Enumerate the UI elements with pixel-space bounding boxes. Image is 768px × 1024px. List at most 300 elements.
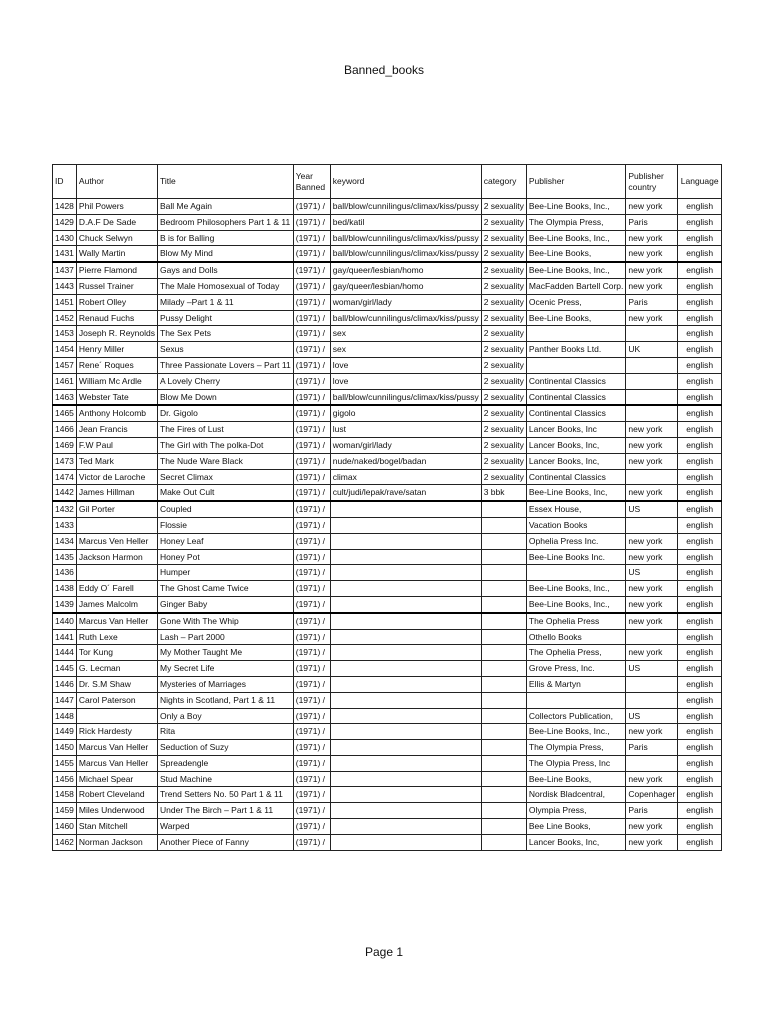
table-row [53,803,722,819]
cell-publisher: Bee-Line Books, Inc., [526,581,626,597]
cell-publisher-country: US [626,565,678,581]
cell-keyword [330,676,481,692]
cell-category [481,581,526,597]
table-row [53,819,722,835]
cell-year-banned: (1971) / [293,755,330,771]
cell-language: english [678,676,722,692]
table-row [53,422,722,438]
cell-title: Spreadengle [158,755,294,771]
table-row [53,437,722,453]
cell-id: 1447 [53,692,77,708]
cell-author: James Malcolm [76,596,157,612]
cell-id: 1458 [53,787,77,803]
cell-id: 1429 [53,214,77,230]
cell-year-banned: (1971) / [293,373,330,389]
cell-year-banned: (1971) / [293,692,330,708]
cell-category: 2 sexuality [481,294,526,310]
cell-year-banned: (1971) / [293,676,330,692]
cell-publisher: Grove Press, Inc. [526,661,626,677]
table-row [53,645,722,661]
table-row [53,453,722,469]
cell-author: Jean Francis [76,422,157,438]
cell-year-banned: (1971) / [293,262,330,278]
cell-year-banned: (1971) / [293,517,330,533]
cell-language: english [678,834,722,850]
cell-id: 1448 [53,708,77,724]
header-publisher: Publisher [526,165,626,199]
cell-publisher-country: new york [626,819,678,835]
cell-keyword: gigolo [330,405,481,421]
cell-publisher: The Ophelia Press, [526,645,626,661]
cell-publisher-country: US [626,661,678,677]
cell-publisher: Bee-Line Books, Inc., [526,596,626,612]
cell-language: english [678,533,722,549]
cell-id: 1457 [53,357,77,373]
cell-year-banned: (1971) / [293,565,330,581]
cell-publisher-country: new york [626,549,678,565]
cell-author: Rick Hardesty [76,724,157,740]
cell-keyword: climax [330,469,481,485]
cell-id: 1441 [53,629,77,645]
cell-id: 1432 [53,501,77,517]
cell-language: english [678,740,722,756]
table-row [53,787,722,803]
cell-category [481,613,526,629]
cell-year-banned: (1971) / [293,405,330,421]
cell-year-banned: (1971) / [293,199,330,215]
cell-category [481,803,526,819]
table-row [53,692,722,708]
cell-publisher: The Olympia Press, [526,214,626,230]
cell-language: english [678,422,722,438]
cell-publisher-country: UK [626,342,678,358]
cell-language: english [678,501,722,517]
table-row [53,405,722,421]
cell-keyword [330,661,481,677]
cell-author: Rene´ Roques [76,357,157,373]
cell-publisher: Bee-Line Books, [526,246,626,262]
cell-id: 1428 [53,199,77,215]
cell-author: Pierre Flamond [76,262,157,278]
cell-id: 1442 [53,485,77,501]
cell-year-banned: (1971) / [293,501,330,517]
cell-author: Ruth Lexe [76,629,157,645]
cell-category [481,501,526,517]
cell-author: Eddy O´ Farell [76,581,157,597]
header-title: Title [158,165,294,199]
cell-title: My Secret Life [158,661,294,677]
cell-title: B is for Balling [158,230,294,246]
cell-keyword: ball/blow/cunnilingus/climax/kiss/pussy [330,199,481,215]
cell-id: 1445 [53,661,77,677]
cell-title: Ginger Baby [158,596,294,612]
cell-author [76,565,157,581]
cell-language: english [678,692,722,708]
cell-title: Trend Setters No. 50 Part 1 & 11 [158,787,294,803]
cell-category: 2 sexuality [481,246,526,262]
cell-title: Make Out Cult [158,485,294,501]
cell-keyword [330,581,481,597]
cell-publisher-country: US [626,501,678,517]
cell-category [481,834,526,850]
cell-id: 1453 [53,326,77,342]
cell-title: The Nude Ware Black [158,453,294,469]
cell-language: english [678,326,722,342]
cell-publisher-country: new york [626,246,678,262]
cell-title: The Ghost Came Twice [158,581,294,597]
cell-publisher: The Ophelia Press [526,613,626,629]
cell-year-banned: (1971) / [293,294,330,310]
cell-publisher: Bee-Line Books, Inc., [526,724,626,740]
cell-publisher: Bee-Line Books, Inc., [526,199,626,215]
cell-year-banned: (1971) / [293,549,330,565]
cell-keyword: sex [330,342,481,358]
cell-publisher-country: new york [626,199,678,215]
cell-id: 1443 [53,278,77,294]
cell-publisher: Olympia Press, [526,803,626,819]
cell-author: Robert Olley [76,294,157,310]
cell-keyword: gay/queer/lesbian/homo [330,278,481,294]
cell-publisher: MacFadden Bartell Corp. [526,278,626,294]
cell-keyword [330,834,481,850]
cell-category [481,692,526,708]
cell-keyword [330,645,481,661]
cell-language: english [678,645,722,661]
cell-category [481,533,526,549]
cell-id: 1438 [53,581,77,597]
table-row [53,661,722,677]
cell-id: 1460 [53,819,77,835]
cell-language: english [678,517,722,533]
cell-year-banned: (1971) / [293,357,330,373]
table-row [53,310,722,326]
cell-publisher-country [626,326,678,342]
cell-keyword: love [330,373,481,389]
cell-language: english [678,661,722,677]
cell-id: 1434 [53,533,77,549]
cell-publisher-country: Copenhager [626,787,678,803]
cell-year-banned: (1971) / [293,342,330,358]
cell-publisher: Lancer Books, Inc, [526,453,626,469]
cell-year-banned: (1971) / [293,437,330,453]
cell-language: english [678,342,722,358]
cell-category [481,676,526,692]
cell-category: 2 sexuality [481,437,526,453]
cell-year-banned: (1971) / [293,310,330,326]
table-row [53,262,722,278]
cell-title: The Male Homosexual of Today [158,278,294,294]
table-row [53,533,722,549]
cell-publisher: Ophelia Press Inc. [526,533,626,549]
cell-language: english [678,437,722,453]
cell-publisher: Nordisk Bladcentral, [526,787,626,803]
cell-publisher-country [626,405,678,421]
cell-publisher-country: new york [626,422,678,438]
cell-author: Joseph R. Reynolds [76,326,157,342]
cell-year-banned: (1971) / [293,581,330,597]
table-row [53,485,722,501]
cell-author: Stan Mitchell [76,819,157,835]
table-row [53,326,722,342]
cell-id: 1446 [53,676,77,692]
cell-publisher-country [626,373,678,389]
cell-publisher-country: new york [626,485,678,501]
cell-category: 2 sexuality [481,326,526,342]
page-number: Page 1 [364,945,404,959]
cell-publisher-country [626,755,678,771]
cell-author: Anthony Holcomb [76,405,157,421]
cell-publisher: The Olypia Press, Inc [526,755,626,771]
cell-publisher: Ellis & Martyn [526,676,626,692]
cell-author: Miles Underwood [76,803,157,819]
cell-year-banned: (1971) / [293,787,330,803]
cell-keyword: bed/katil [330,214,481,230]
cell-language: english [678,246,722,262]
cell-publisher [526,692,626,708]
header-row [53,165,722,199]
cell-title: The Girl with The polka-Dot [158,437,294,453]
table-row [53,676,722,692]
cell-language: english [678,724,722,740]
cell-year-banned: (1971) / [293,533,330,549]
cell-year-banned: (1971) / [293,771,330,787]
cell-author: Carol Paterson [76,692,157,708]
cell-language: english [678,214,722,230]
cell-publisher [526,565,626,581]
cell-category [481,787,526,803]
cell-year-banned: (1971) / [293,724,330,740]
cell-language: english [678,469,722,485]
cell-year-banned: (1971) / [293,740,330,756]
cell-id: 1474 [53,469,77,485]
cell-publisher-country: Paris [626,214,678,230]
cell-keyword [330,803,481,819]
cell-year-banned: (1971) / [293,819,330,835]
cell-category: 2 sexuality [481,199,526,215]
cell-id: 1435 [53,549,77,565]
cell-title: A Lovely Cherry [158,373,294,389]
cell-year-banned: (1971) / [293,326,330,342]
cell-id: 1454 [53,342,77,358]
cell-publisher-country: new york [626,581,678,597]
table-row [53,596,722,612]
cell-id: 1463 [53,389,77,405]
cell-id: 1469 [53,437,77,453]
cell-publisher-country: new york [626,613,678,629]
cell-category [481,740,526,756]
cell-title: Bedroom Philosophers Part 1 & 11 [158,214,294,230]
cell-keyword: sex [330,326,481,342]
cell-author: Renaud Fuchs [76,310,157,326]
cell-title: Honey Leaf [158,533,294,549]
cell-title: Three Passionate Lovers – Part 11 [158,357,294,373]
cell-publisher-country: US [626,708,678,724]
cell-language: english [678,310,722,326]
cell-title: Honey Pot [158,549,294,565]
cell-keyword: ball/blow/cunnilingus/climax/kiss/pussy [330,230,481,246]
cell-id: 1436 [53,565,77,581]
cell-id: 1430 [53,230,77,246]
cell-author: Chuck Selwyn [76,230,157,246]
cell-title: Sexus [158,342,294,358]
cell-category [481,549,526,565]
cell-keyword [330,629,481,645]
cell-author: Tor Kung [76,645,157,661]
cell-keyword [330,708,481,724]
cell-publisher-country: new york [626,310,678,326]
cell-publisher-country: new york [626,724,678,740]
cell-category: 2 sexuality [481,214,526,230]
cell-publisher: Continental Classics [526,405,626,421]
cell-category: 2 sexuality [481,230,526,246]
cell-publisher-country [626,692,678,708]
cell-publisher-country [626,389,678,405]
cell-category [481,565,526,581]
cell-id: 1444 [53,645,77,661]
table-row [53,565,722,581]
cell-publisher-country: new york [626,278,678,294]
cell-publisher-country: new york [626,230,678,246]
cell-title: My Mother Taught Me [158,645,294,661]
cell-category: 3 bbk [481,485,526,501]
cell-language: english [678,262,722,278]
cell-year-banned: (1971) / [293,596,330,612]
cell-year-banned: (1971) / [293,629,330,645]
cell-keyword: woman/girl/lady [330,294,481,310]
cell-category [481,661,526,677]
table-row [53,230,722,246]
cell-publisher: Lancer Books, Inc [526,422,626,438]
table-row [53,755,722,771]
cell-category: 2 sexuality [481,422,526,438]
cell-category [481,819,526,835]
cell-keyword [330,724,481,740]
cell-author: Marcus Ven Heller [76,533,157,549]
cell-author: Victor de Laroche [76,469,157,485]
cell-keyword: ball/blow/cunnilingus/climax/kiss/pussy [330,389,481,405]
cell-publisher: Vacation Books [526,517,626,533]
cell-category [481,724,526,740]
cell-author: G. Lecman [76,661,157,677]
cell-publisher: Bee-Line Books, [526,310,626,326]
cell-title: Seduction of Suzy [158,740,294,756]
cell-title: Gone With The Whip [158,613,294,629]
cell-keyword: gay/queer/lesbian/homo [330,262,481,278]
cell-language: english [678,565,722,581]
cell-author: Robert Cleveland [76,787,157,803]
cell-language: english [678,357,722,373]
header-year-banned: Year Banned [293,165,330,199]
cell-year-banned: (1971) / [293,469,330,485]
cell-title: Under The Birch – Part 1 & 11 [158,803,294,819]
cell-author: Gil Porter [76,501,157,517]
cell-id: 1449 [53,724,77,740]
table-row [53,834,722,850]
cell-year-banned: (1971) / [293,803,330,819]
table-body [53,199,722,851]
cell-title: Stud Machine [158,771,294,787]
cell-keyword: lust [330,422,481,438]
table-row [53,357,722,373]
cell-publisher-country [626,469,678,485]
cell-title: Only a Boy [158,708,294,724]
banned-books-table [52,164,722,851]
cell-category: 2 sexuality [481,262,526,278]
cell-title: Pussy Delight [158,310,294,326]
cell-author: Henry Miller [76,342,157,358]
cell-id: 1473 [53,453,77,469]
cell-publisher-country: new york [626,645,678,661]
cell-language: english [678,581,722,597]
cell-category: 2 sexuality [481,278,526,294]
cell-keyword [330,517,481,533]
cell-author: Marcus Van Heller [76,740,157,756]
table-row [53,708,722,724]
cell-language: english [678,787,722,803]
cell-title: Milady –Part 1 & 11 [158,294,294,310]
cell-author: Wally Martin [76,246,157,262]
cell-category: 2 sexuality [481,310,526,326]
cell-publisher [526,357,626,373]
cell-id: 1452 [53,310,77,326]
cell-title: Lash – Part 2000 [158,629,294,645]
cell-id: 1440 [53,613,77,629]
cell-category: 2 sexuality [481,453,526,469]
cell-publisher: Othello Books [526,629,626,645]
cell-publisher: Lancer Books, Inc, [526,437,626,453]
cell-category: 2 sexuality [481,405,526,421]
cell-publisher: Panther Books Ltd. [526,342,626,358]
cell-publisher: Essex House, [526,501,626,517]
cell-keyword [330,755,481,771]
cell-publisher [526,326,626,342]
cell-publisher-country: new york [626,262,678,278]
cell-category: 2 sexuality [481,342,526,358]
cell-keyword [330,549,481,565]
header-author: Author [76,165,157,199]
cell-keyword [330,692,481,708]
cell-publisher-country: new york [626,771,678,787]
table-row [53,342,722,358]
cell-keyword: love [330,357,481,373]
cell-id: 1462 [53,834,77,850]
cell-year-banned: (1971) / [293,246,330,262]
cell-language: english [678,803,722,819]
cell-language: english [678,549,722,565]
cell-keyword: cult/judi/lepak/rave/satan [330,485,481,501]
table-row [53,278,722,294]
cell-author [76,708,157,724]
table-row [53,740,722,756]
cell-id: 1451 [53,294,77,310]
cell-author: Webster Tate [76,389,157,405]
cell-language: english [678,755,722,771]
table-row [53,549,722,565]
table-row [53,214,722,230]
cell-year-banned: (1971) / [293,230,330,246]
cell-title: Ball Me Again [158,199,294,215]
cell-publisher-country: Paris [626,803,678,819]
cell-id: 1431 [53,246,77,262]
cell-title: Gays and Dolls [158,262,294,278]
cell-publisher-country: new york [626,453,678,469]
cell-title: Blow My Mind [158,246,294,262]
cell-category [481,708,526,724]
cell-year-banned: (1971) / [293,214,330,230]
table-row [53,294,722,310]
cell-id: 1466 [53,422,77,438]
cell-author: Michael Spear [76,771,157,787]
